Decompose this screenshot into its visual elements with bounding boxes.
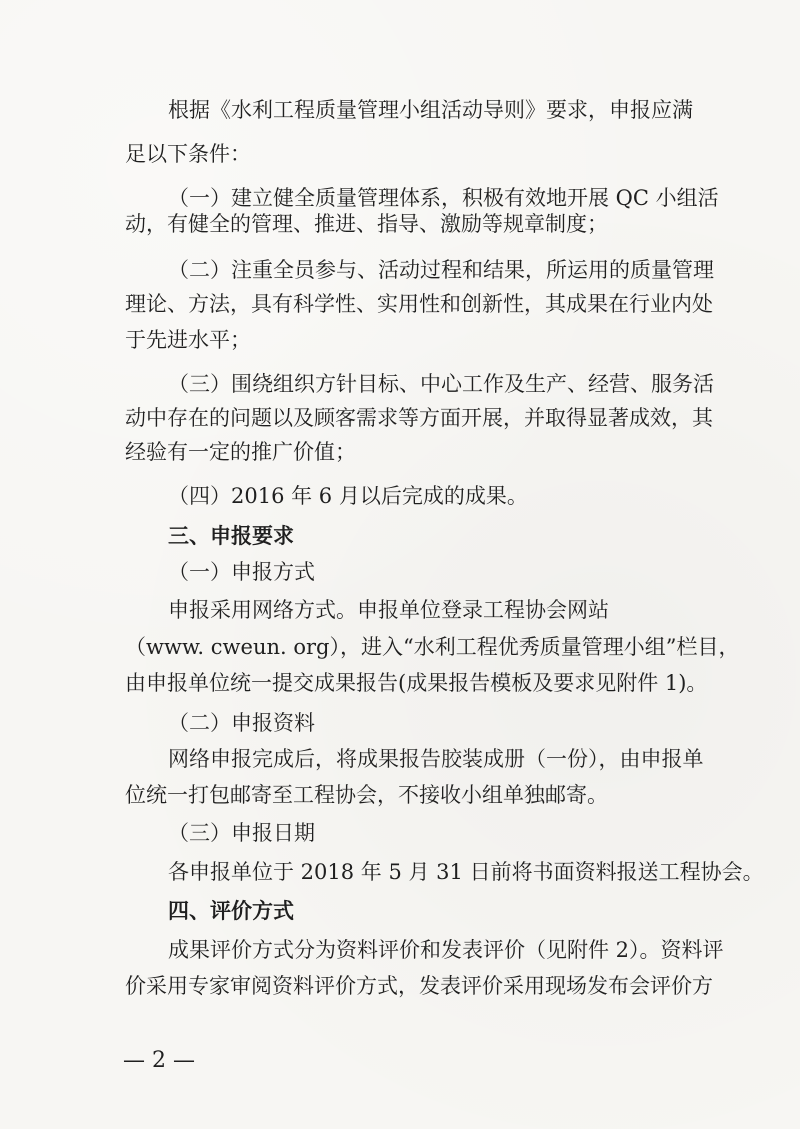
paragraph-line-1: 根据《水利工程质量管理小组活动导则》要求，申报应满 [168, 98, 693, 122]
method-line-3: 由申报单位统一提交成果报告(成果报告模板及要求见附件 1)。 [125, 671, 708, 695]
paragraph-line-2: 足以下条件： [125, 142, 251, 166]
condition-3-line-2: 动中存在的问题以及顾客需求等方面开展，并取得显著成效，其 [125, 406, 713, 430]
evaluation-line-2: 价采用专家审阅资料评价方式，发表评价采用现场发布会评价方 [125, 974, 713, 998]
condition-3-line-3: 经验有一定的推广价值； [125, 440, 356, 464]
subheading-method: （一）申报方式 [168, 560, 315, 584]
condition-2-line-1: （二）注重全员参与、活动过程和结果，所运用的质量管理 [168, 258, 714, 282]
method-line-2: （www. cweun. org），进入“水利工程优秀质量管理小组”栏目， [125, 635, 740, 659]
section-heading-4: 四、评价方式 [168, 898, 294, 923]
materials-line-1: 网络申报完成后，将成果报告胶装成册（一份），由申报单 [168, 747, 704, 771]
evaluation-line-1: 成果评价方式分为资料评价和发表评价（见附件 2）。资料评 [168, 938, 724, 962]
date-line: 各申报单位于 2018 年 5 月 31 日前将书面资料报送工程协会。 [168, 860, 764, 884]
materials-line-2: 位统一打包邮寄至工程协会，不接收小组单独邮寄。 [125, 783, 608, 807]
condition-3-line-1: （三）围绕组织方针目标、中心工作及生产、经营、服务活 [168, 372, 714, 396]
subheading-date: （三）申报日期 [168, 821, 315, 845]
subheading-materials: （二）申报资料 [168, 711, 315, 735]
condition-2-line-3: 于先进水平； [125, 328, 251, 352]
condition-1-line-2: 动，有健全的管理、推进、指导、激励等规章制度； [125, 212, 608, 236]
section-heading-3: 三、申报要求 [168, 523, 294, 548]
page-number: — 2 — [123, 1048, 195, 1073]
condition-4-line: （四）2016 年 6 月以后完成的成果。 [168, 484, 528, 508]
condition-1-line-1: （一）建立健全质量管理体系，积极有效地开展 QC 小组活 [168, 186, 719, 210]
method-line-1: 申报采用网络方式。申报单位登录工程协会网站 [168, 598, 609, 622]
condition-2-line-2: 理论、方法，具有科学性、实用性和创新性，其成果在行业内处 [125, 292, 713, 316]
